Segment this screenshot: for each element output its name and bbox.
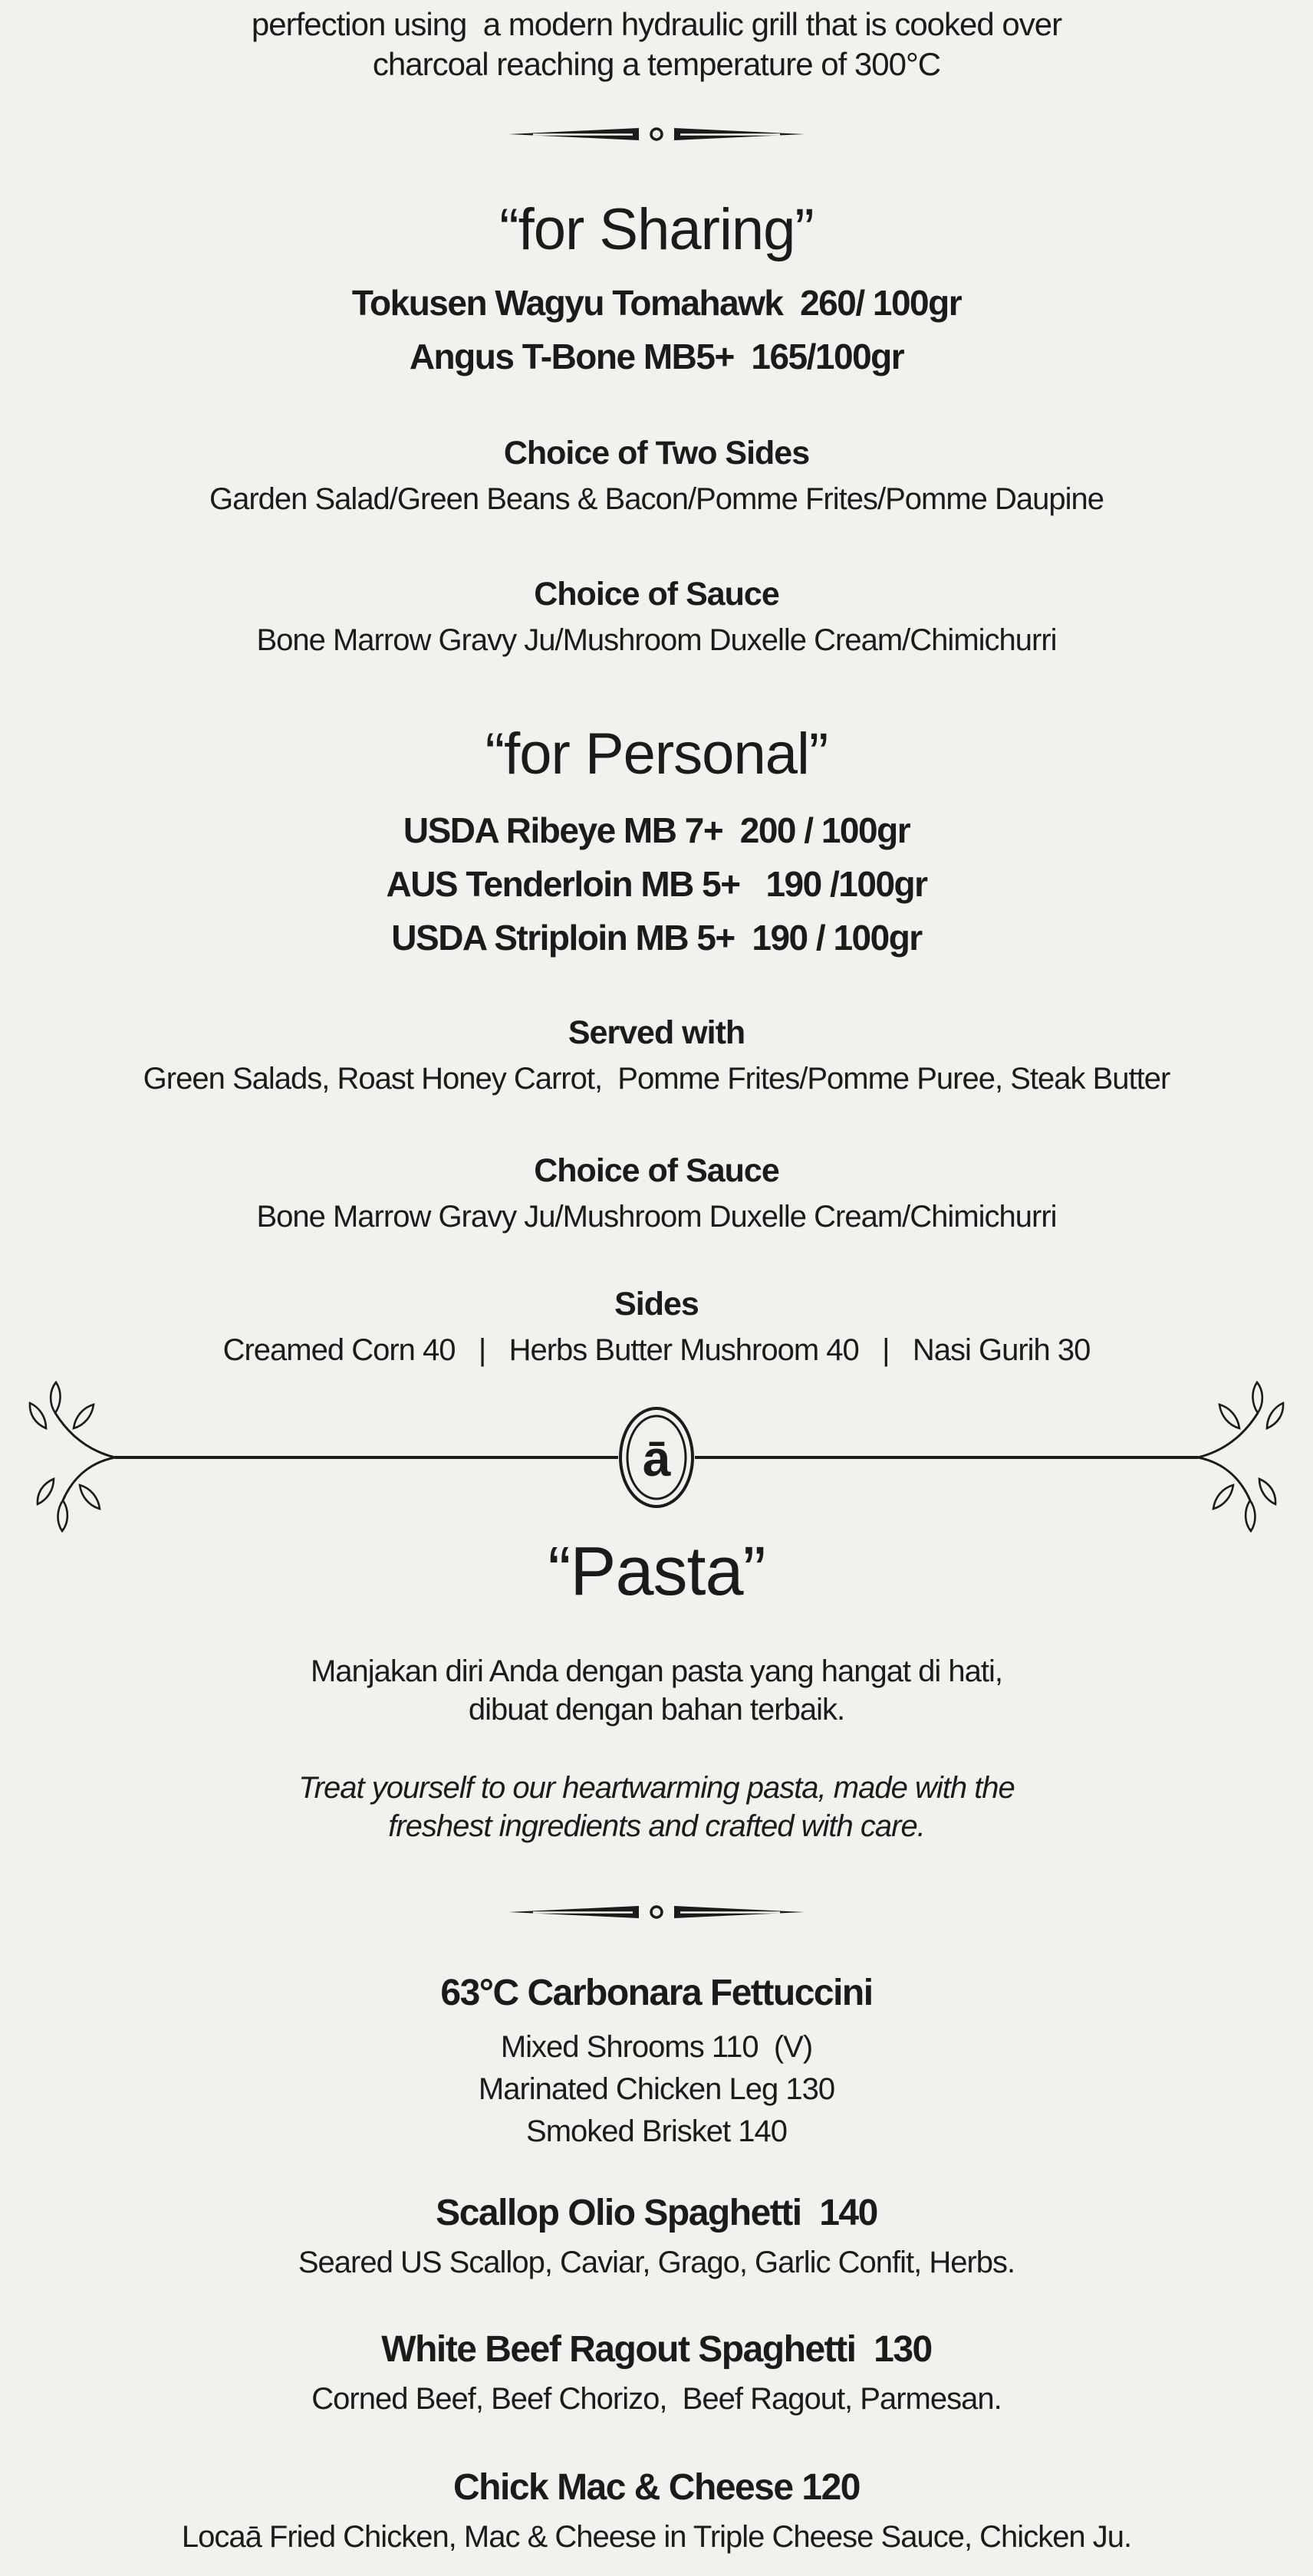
pasta-intro-en-line-1: Treat yourself to our heartwarming pasta, made with the <box>298 1771 1015 1805</box>
intro-line-1: perfection using a modern hydraulic grill that is cooked over <box>251 6 1062 42</box>
subheading-choice-of-sauce-2: Choice of Sauce <box>534 1152 779 1189</box>
intro-continuation-text <box>0 0 1313 84</box>
pasta-intro-en-line-2: freshest ingredients and crafted with care. <box>388 1809 925 1843</box>
carbonara-option-shrooms: Mixed Shrooms 110 (V) <box>500 2030 813 2064</box>
section-heading-for-sharing: “for Sharing” <box>499 197 814 262</box>
branch-ornament-right-icon <box>1198 1382 1283 1531</box>
carbonara-options <box>0 2026 1313 2153</box>
carbonara-option-chicken: Marinated Chicken Leg 130 <box>478 2072 835 2106</box>
section-heading-pasta: “Pasta” <box>548 1533 765 1610</box>
intro-line-2: charcoal reaching a temperature of 300°C <box>372 46 941 82</box>
subheading-sides: Sides <box>614 1286 699 1322</box>
menu-item-tomahawk: Tokusen Wagyu Tomahawk 260/ 100gr <box>351 283 962 323</box>
menu-item-tenderloin: AUS Tenderloin MB 5+ 190 /100gr <box>386 864 927 904</box>
choice-of-sauce-text-2: Bone Marrow Gravy Ju/Mushroom Duxelle Cream/Chimichurri <box>256 1200 1057 1234</box>
ornament-divider-icon <box>507 123 806 146</box>
subheading-served-with: Served with <box>568 1014 745 1051</box>
pasta-intro-id-line-1: Manjakan diri Anda dengan pasta yang hangat di hati, <box>310 1654 1003 1688</box>
menu-item-ribeye: USDA Ribeye MB 7+ 200 / 100gr <box>403 810 910 850</box>
menu-item-striploin: USDA Striploin MB 5+ 190 / 100gr <box>391 918 922 958</box>
pasta-intro-english <box>0 1769 1313 1845</box>
dish-title-chickmac: Chick Mac & Cheese 120 <box>453 2467 860 2508</box>
dish-desc-ragout: Corned Beef, Beef Chorizo, Beef Ragout, Parmesan. <box>311 2382 1002 2416</box>
dish-title-ragout: White Beef Ragout Spaghetti 130 <box>381 2329 932 2370</box>
menu-item-tbone: Angus T-Bone MB5+ 165/100gr <box>409 337 904 376</box>
dish-title-carbonara: 63°C Carbonara Fettuccini <box>440 1973 873 2013</box>
branch-ornament-left-icon <box>30 1382 115 1531</box>
pasta-intro-indonesian <box>0 1652 1313 1729</box>
subheading-choice-of-two-sides: Choice of Two Sides <box>503 435 810 472</box>
pasta-intro-id-line-2: dibuat dengan bahan terbaik. <box>468 1693 845 1727</box>
logo-badge <box>620 1408 693 1506</box>
logo-monogram: ā <box>642 1430 671 1487</box>
subheading-choice-of-sauce: Choice of Sauce <box>534 576 779 613</box>
choice-of-two-sides-text: Garden Salad/Green Beans & Bacon/Pomme Frites/Pomme Daupine <box>209 482 1104 516</box>
section-heading-for-personal: “for Personal” <box>485 721 828 787</box>
sides-text: Creamed Corn 40 | Herbs Butter Mushroom 40 | Nasi Gurih 30 <box>222 1333 1091 1367</box>
brand-divider <box>0 1381 1313 1534</box>
dish-title-scallop: Scallop Olio Spaghetti 140 <box>436 2193 877 2233</box>
dish-desc-chickmac: Locaā Fried Chicken, Mac & Cheese in Triple Cheese Sauce, Chicken Ju. <box>181 2520 1132 2554</box>
carbonara-option-brisket: Smoked Brisket 140 <box>526 2114 787 2148</box>
choice-of-sauce-text: Bone Marrow Gravy Ju/Mushroom Duxelle Cream/Chimichurri <box>256 623 1057 657</box>
dish-desc-scallop: Seared US Scallop, Caviar, Grago, Garlic Confit, Herbs. <box>298 2246 1015 2279</box>
served-with-text: Green Salads, Roast Honey Carrot, Pomme Frites/Pomme Puree, Steak Butter <box>143 1062 1170 1096</box>
ornament-divider-icon-2 <box>507 1901 806 1924</box>
